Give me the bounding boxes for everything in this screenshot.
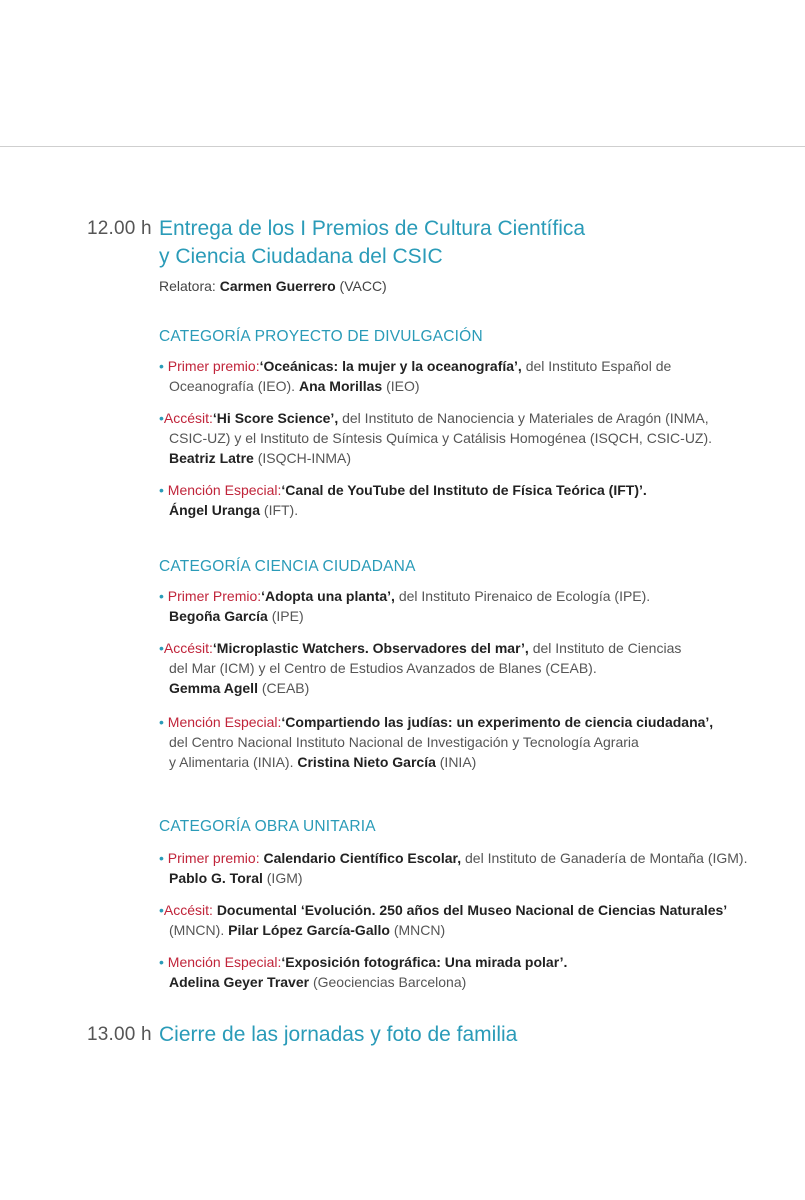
award-winner: Beatriz Latre: [169, 450, 254, 466]
award-text: CSIC-UZ) y el Instituto de Síntesis Química y Catálisis Homogénea (ISQCH, CSIC-UZ).: [169, 430, 713, 446]
award-winner: Ana Morillas: [298, 378, 383, 394]
award-text: del Instituto Español de: [521, 358, 672, 374]
award-item: [159, 480, 779, 520]
award-title: ‘Oceánicas: la mujer y la oceanografía’,: [259, 358, 522, 374]
session-title-2: Cierre de las jornadas y foto de familia: [159, 1023, 518, 1046]
bullet: •: [159, 902, 164, 918]
award-label: Primer Premio:: [167, 588, 262, 604]
bullet: •: [159, 954, 164, 970]
award-title: Documental ‘Evolución. 250 años del Museo Nacional de Ciencias Naturales’: [216, 902, 728, 918]
award-item: [159, 712, 779, 772]
award-label: Primer premio:: [167, 358, 260, 374]
award-item: [159, 356, 779, 396]
award-item: [159, 586, 779, 626]
award-org: (Geociencias Barcelona): [309, 974, 467, 990]
award-org: (IEO): [382, 378, 420, 394]
award-winner: Begoña García: [169, 608, 268, 624]
award-item: [159, 638, 779, 698]
award-text: del Instituto Pirenaico de Ecología (IPE).: [394, 588, 651, 604]
bullet: •: [159, 410, 164, 426]
award-label: Primer premio:: [167, 850, 260, 866]
relatora-label: Relatora:: [159, 278, 216, 294]
relatora: [159, 278, 387, 294]
bullet: •: [159, 850, 164, 866]
award-label: Mención Especial:: [167, 482, 282, 498]
award-item: [159, 900, 779, 940]
award-org: (INIA): [435, 754, 477, 770]
award-item: [159, 848, 779, 888]
award-title: Calendario Científico Escolar,: [263, 850, 462, 866]
session-time-2: 13.00 h: [87, 1024, 152, 1045]
award-label: Accésit:: [163, 640, 213, 656]
award-title: ‘Adopta una planta’,: [261, 588, 395, 604]
relatora-name: Carmen Guerrero: [219, 278, 336, 294]
bullet: •: [159, 482, 164, 498]
bullet: •: [159, 714, 164, 730]
award-label: Mención Especial:: [167, 954, 282, 970]
award-title: ‘Microplastic Watchers. Observadores del mar’,: [212, 640, 529, 656]
bullet: •: [159, 358, 164, 374]
session-title-1: [159, 215, 585, 271]
top-divider: [0, 146, 805, 147]
award-text: del Centro Nacional Instituto Nacional de Investigación y Tecnología Agraria: [169, 734, 639, 750]
award-title: ‘Exposición fotográfica: Una mirada polar’.: [281, 954, 568, 970]
award-text: del Instituto de Nanociencia y Materiales de Aragón (INMA,: [338, 410, 709, 426]
award-org: (IFT).: [260, 502, 299, 518]
category-title-3: CATEGORÍA OBRA UNITARIA: [159, 818, 376, 835]
award-title: ‘Compartiendo las judías: un experimento de ciencia ciudadana’,: [281, 714, 714, 730]
session-time-1: 12.00 h: [87, 218, 152, 239]
award-winner: Adelina Geyer Traver: [169, 974, 310, 990]
award-label: Accésit:: [163, 902, 213, 918]
award-winner: Ángel Uranga: [169, 502, 261, 518]
award-org: (MNCN): [389, 922, 446, 938]
bullet: •: [159, 640, 164, 656]
award-item: [159, 408, 779, 468]
award-org: (IGM): [262, 870, 303, 886]
award-text: Oceanografía (IEO).: [169, 378, 296, 394]
award-text: (MNCN).: [169, 922, 225, 938]
session-title-line2: y Ciencia Ciudadana del CSIC: [159, 245, 443, 268]
category-title-2: CATEGORÍA CIENCIA CIUDADANA: [159, 558, 416, 575]
award-label: Accésit:: [163, 410, 213, 426]
category-title-1: CATEGORÍA PROYECTO DE DIVULGACIÓN: [159, 328, 483, 345]
award-item: [159, 952, 779, 992]
award-winner: Pilar López García-Gallo: [228, 922, 390, 938]
session-title-line1: Entrega de los I Premios de Cultura Científica: [159, 217, 586, 240]
award-text: del Mar (ICM) y el Centro de Estudios Avanzados de Blanes (CEAB).: [169, 660, 597, 676]
award-label: Mención Especial:: [167, 714, 282, 730]
award-org: (IPE): [267, 608, 304, 624]
award-org: (ISQCH-INMA): [253, 450, 352, 466]
award-winner: Pablo G. Toral: [169, 870, 263, 886]
bullet: •: [159, 588, 164, 604]
award-winner: Cristina Nieto García: [297, 754, 436, 770]
award-text: y Alimentaria (INIA).: [169, 754, 294, 770]
award-text: del Instituto de Ganadería de Montaña (IGM).: [461, 850, 748, 866]
relatora-org: (VACC): [339, 278, 387, 294]
award-title: ‘Canal de YouTube del Instituto de Física Teórica (IFT)’.: [281, 482, 647, 498]
award-title: ‘Hi Score Science’,: [212, 410, 339, 426]
award-text: del Instituto de Ciencias: [528, 640, 682, 656]
award-org: (CEAB): [257, 680, 310, 696]
award-winner: Gemma Agell: [169, 680, 258, 696]
